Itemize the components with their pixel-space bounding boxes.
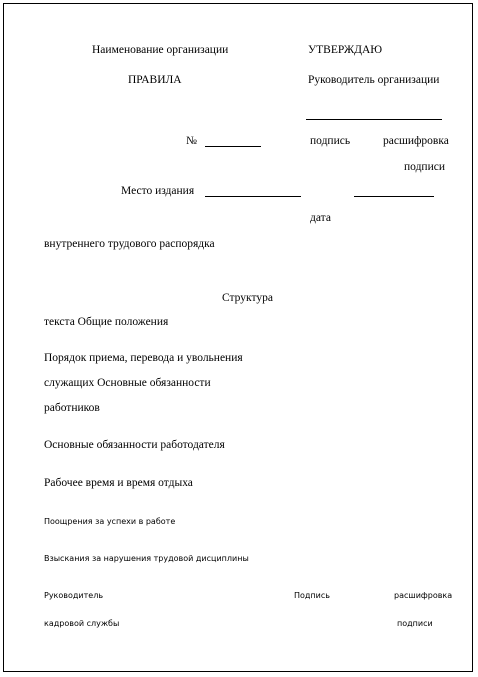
structure-line-rewards: Поощрения за успехи в работе: [44, 517, 176, 526]
rules-title: ПРАВИЛА: [128, 74, 182, 86]
structure-line-penalties: Взыскания за нарушения трудовой дисциплины: [44, 554, 249, 563]
place-field-line: [205, 196, 301, 197]
structure-line-working-time: Рабочее время и время отдыха: [44, 477, 193, 489]
head-signature-line: [306, 119, 442, 120]
head-of-org-label: Руководитель организации: [308, 74, 440, 86]
number-field-line: [205, 146, 261, 147]
org-name-label: Наименование организации: [92, 44, 229, 56]
structure-line-employer-duties: Основные обязанности работодателя: [44, 439, 225, 451]
footer-signature-word-label: подписи: [397, 619, 433, 628]
document-page: [3, 3, 473, 672]
number-label: №: [186, 135, 197, 147]
structure-line-hiring: Порядок приема, перевода и увольнения: [44, 352, 243, 364]
structure-line-employees: служащих Основные обязанности: [44, 377, 211, 389]
place-of-issue-label: Место издания: [121, 185, 195, 197]
internal-rules-label: внутреннего трудового распорядка: [44, 238, 215, 250]
footer-signature-label: Подпись: [294, 591, 330, 600]
structure-line-general: текста Общие положения: [44, 316, 169, 328]
footer-hr-service-label: кадровой службы: [44, 619, 120, 628]
signature-decoding-label: подписи: [404, 161, 445, 173]
structure-line-workers: работников: [44, 402, 100, 414]
footer-decoding-label: расшифровка: [394, 591, 453, 600]
signature-label: подпись: [310, 135, 351, 147]
approve-label: УТВЕРЖДАЮ: [308, 44, 383, 56]
footer-head-label: Руководитель: [44, 591, 104, 600]
decoding-label: расшифровка: [383, 135, 449, 147]
structure-title: Структура: [222, 292, 273, 304]
date-field-line: [354, 196, 434, 197]
date-label: дата: [310, 212, 331, 224]
